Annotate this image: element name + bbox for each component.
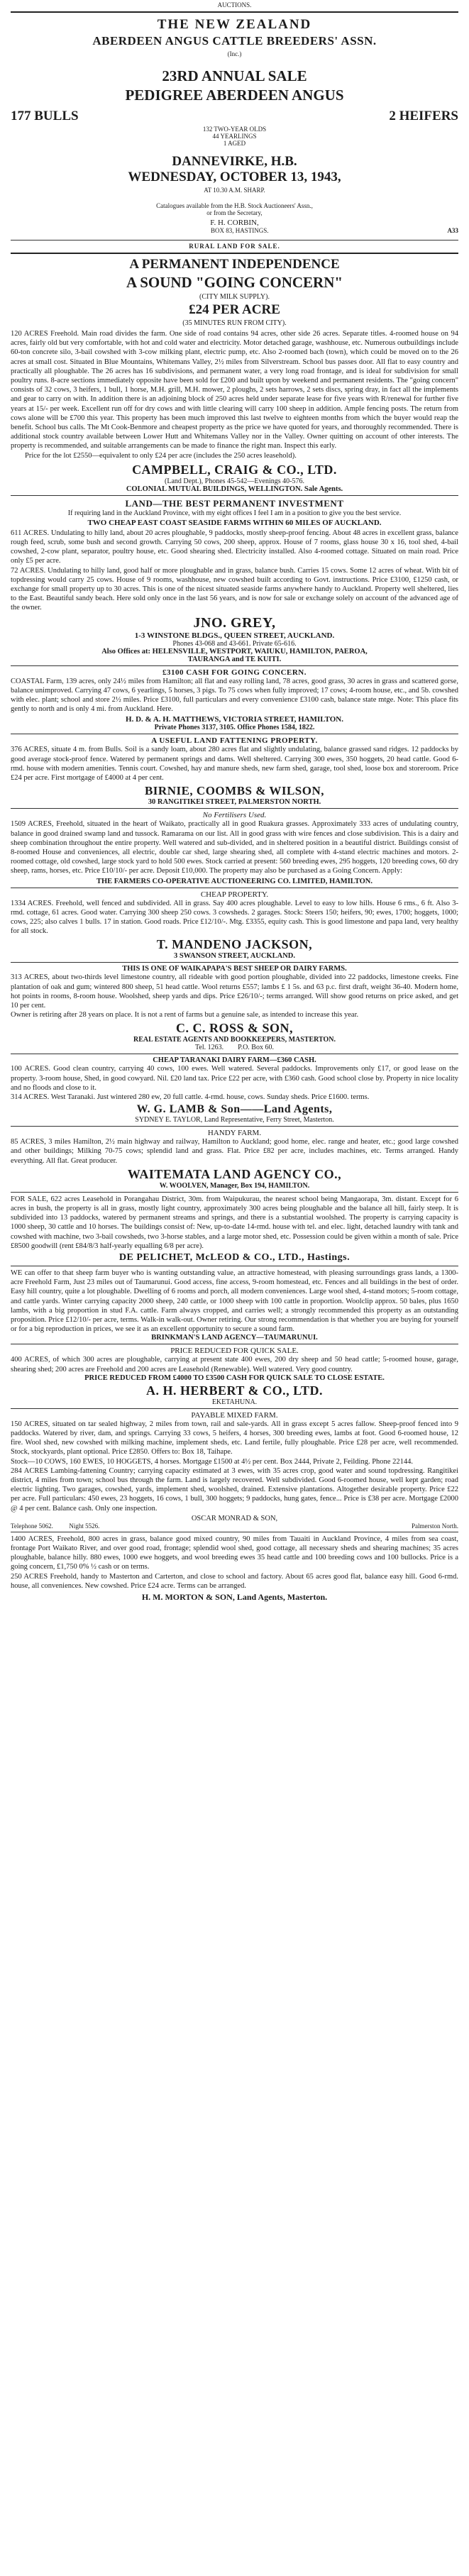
campbell-ad bbox=[11, 257, 458, 493]
monrad-place: Palmerston North. bbox=[412, 1522, 458, 1530]
lamb-address: SYDNEY E. TAYLOR, Land Representative, Ferry Street, Masterton. bbox=[135, 1116, 334, 1124]
waitemata-body: 85 ACRES, 3 miles Hamilton, 2½ main highway and railway, Hamilton to Auckland; good home, elec. range and heater, etc.; good large cowshed and other buildings; Milking 70-75 cows; splendid land and grass. Flat. Price £82 per acre, includes machines, etc. Terms arranged. Handy everything. All flat. Great producer. bbox=[11, 1138, 458, 1165]
monrad-contact-row bbox=[11, 1522, 458, 1530]
campbell-sub1: (CITY MILK SUPPLY). bbox=[199, 293, 270, 301]
campbell-heading1: A PERMANENT INDEPENDENCE bbox=[129, 257, 340, 272]
herbert-body: 400 ACRES, of which 300 acres are ploughable, carrying at present state 400 ewes, 200 dry sheep and 50 head cattle; 5-roomed house, garage, shearing shed; 200 acres are Freehold and 200 acres are Leasehold (Renewable). Well watered. Very good country. bbox=[11, 1356, 458, 1373]
divider bbox=[11, 11, 458, 13]
sale-date: WEDNESDAY, OCTOBER 13, 1943, bbox=[128, 170, 341, 184]
brinkman-body: WE can offer to that sheep farm buyer who is wanting outstanding value, an attractive homestead, with pleasing surroundings grass lands, a 1300-acre Freehold Farm, Just 23 miles out of Taumarunui. Good access, fine access, 9-room homestead, etc. Fences and all buildings in the best of order. Easy hill country, quite a lot ploughable. Dwelling of 6 rooms and porch, all modern conveniences. Large wool shed, 4-stand motors; 5-room cottage, and cattle yards. Winter carrying capacity 2000 sheep, 240 cattle, or 1000 sheep with 100 cattle in proportion. Woolclip approx. 50 bales, plus 1650 lambs, with a big proportion in stud F.A. cattle. Farm always cropped, and carries well; a strongly recommended this property as an outstanding proposition. Price £12/10/- per acre, terms. Walk-in walk-out. Owner retiring. Our strong recommendation is that whether you are buying for yourself or for a big reproduction in prices, we see it as an excellent opportunity to secure a sound farm. bbox=[11, 1268, 458, 1334]
birnie-company: BIRNIE, COOMBS & WILSON, bbox=[144, 784, 325, 798]
heifers-count: 2 HEIFERS bbox=[389, 109, 458, 123]
campbell-contact: (Land Dept.), Phones 45-542—Evenings 40-576. bbox=[165, 477, 304, 485]
monrad-body: 150 ACRES, situated on tar sealed highway, 2 miles from town, rail and sale-yards. All in grass except 5 acres fallow. Sheep-proof fenced into 9 paddocks. Watered by river, dam, and springs. Carrying 33 cows, 5 heifers, 4 horses, 300 breeding ewes, lambs at foot. Good 6-roomed house, 12 fire. Wool shed, new cowshed with milking machine, implement sheds, etc. Land fertile, fully ploughable. Price £28 per acre, well recommended. Stock, stockyards, plant optional. Price £2850. Offers to: Box 18, Taihape. bbox=[11, 1420, 458, 1456]
matthews-phones: Private Phones 3137, 3105. Office Phones 1584, 1822. bbox=[154, 724, 315, 732]
box-row bbox=[11, 227, 458, 234]
grey-phones: Phones 43-068 and 43-661. Private 65-616. bbox=[172, 639, 297, 648]
lamb-body2: 314 ACRES. West Taranaki. Just wintered 280 ew, 20 full cattle. 4-rmd. house, cows. Sunday sheds. Price £1600. terms. bbox=[11, 1093, 370, 1101]
ross-ad bbox=[11, 965, 458, 1051]
detail3: 1 AGED bbox=[223, 140, 246, 147]
morton-body: 1400 ACRES, Freehold, 800 acres in grass, balance good mixed country, 90 miles from Tauaiti in Auckland Province, 4 miles from sea coast, frontage Port Waikato River, and over good road, frontage; splendid wool shed, good cottage, all necessary sheds and shearing machines; 35 acres ploughable, balance hilly. 880 ewes, 1000 ewe hoggets, and wool breeding ewes 35 head cattle and 100 breeding cows and 100 bullocks. Price is a going concern, £1,750 0% ½ cash or on terms. bbox=[11, 1535, 458, 1571]
brinkman-ad bbox=[11, 1268, 458, 1342]
divider bbox=[11, 495, 458, 496]
section-header: AUCTIONS. bbox=[217, 1, 252, 9]
divider bbox=[11, 240, 458, 241]
morton-ad bbox=[11, 1535, 458, 1603]
lamb-body: 100 ACRES. Good clean country, carrying 40 cows, 100 ewes. Well watered. Several paddocks. Improvements only £17, or good lease on the property. 3-room house, Shed, in good cowyard. Nil. £20 land tax. Price £22 per acre, with £360 cash. Good school close by. Property in nice locality and no floods and close to it. bbox=[11, 1065, 458, 1092]
lamb-company: W. G. LAMB & Son——Land Agents, bbox=[136, 1103, 333, 1116]
sale-place: DANNEVIRKE, H.B. bbox=[172, 154, 297, 169]
farmers-heading: No Fertilisers Used. bbox=[202, 811, 267, 820]
sale-line1: 23RD ANNUAL SALE bbox=[162, 67, 307, 84]
monrad-company: OSCAR MONRAD & SON, bbox=[191, 1514, 278, 1522]
waitemata-address: W. WOOLVEN, Manager, Box 194, HAMILTON. bbox=[159, 1181, 310, 1190]
campbell-company: CAMPBELL, CRAIG & CO., LTD. bbox=[132, 462, 337, 477]
birnie-address: 30 RANGITIKEI STREET, PALMERSTON NORTH. bbox=[148, 798, 321, 807]
grey-heading2: TWO CHEAP EAST COAST SEASIDE FARMS WITHIN 60 MILES OF AUCKLAND. bbox=[87, 518, 382, 527]
campbell-heading2: A SOUND "GOING CONCERN" bbox=[126, 274, 343, 291]
grey-body2: 72 ACRES. Undulating to hilly land, good half or more ploughable and in grass, balance bush. Carries 15 cows. Some 12 acres of wheat. With bit of topdressing would carry 25 cows. House of 9 rooms, washhouse, new cowshed built according to Govt. instructions. Price £3100, £1250 cash, or exchange for small property up to 30 acres. This is one of the nicest situated seaside farms anywhere handy to Auckland. Property well sheltered, lies to the East. Beautiful sandy beach. Here sold only once in the last 56 years, and is now for sale or exchange solely on account of the advanced age of the owner. bbox=[11, 566, 458, 612]
matthews-body: COASTAL Farm, 139 acres, only 24½ miles from Hamilton; all flat and easy rolling land, 78 acres, good grass, 30 acres in grass and scattered gorse, balance unimproved. Carrying 47 cows, 6 yearlings, 5 horses, 3 pigs. To 75 cows when fully improved; 17 cows; 4-room house, etc., and 5b. cowshed with elec. plant; school and store 2½ miles. Price £3100, full particulars and every convenience £3100 cash, balance state mtge. Note: This place fits gently to north and is only 4 mi. from Auckland. Here. bbox=[11, 677, 458, 714]
mandeno-company: T. MANDENO JACKSON, bbox=[156, 937, 313, 952]
mandeno-heading: CHEAP PROPERTY. bbox=[200, 890, 269, 899]
brinkman-company: BRINKMAN'S LAND AGENCY—TAUMARUNUI. bbox=[151, 1334, 318, 1342]
monrad-heading: PAYABLE MIXED FARM. bbox=[191, 1410, 278, 1420]
herbert-company: A. H. HERBERT & CO., LTD. bbox=[146, 1383, 323, 1398]
divider bbox=[11, 1408, 458, 1409]
bulls-count: 177 BULLS bbox=[11, 109, 79, 123]
mcleod-ad bbox=[11, 1195, 458, 1264]
campbell-address: COLONIAL MUTUAL BUILDINGS, WELLINGTON. Sale Agents. bbox=[126, 485, 343, 493]
divider bbox=[11, 253, 458, 254]
sale-time: AT 10.30 A.M. SHARP. bbox=[204, 187, 265, 194]
lamb-ad bbox=[11, 1056, 458, 1124]
catalogue-line1: Catalogues available from the H.B. Stock Auctioneers' Assn., bbox=[156, 202, 313, 209]
farmers-body: 1509 ACRES, Freehold, situated in the heart of Waikato, practically all in good Ruakura grasses. Approximately 333 acres of undulating country, balance in good drained swamp land and tussock. Ramarama on our list. All in good grass with wire fences and close subdivision. This is a dairy and sheep combination throughout the entire property. Well watered and sub-divided, and in sheltered position in a beautiful district. Buildings consist of 8-roomed House and conveniences, all electric, double car shed, large shearing shed, all complete with 4-stand electric machines and motors. 2-roomed cottage, old cowshed, large stock yard to hold 500 ewes. Stock carried at present: 560 breeding ewes, 295 hoggets, 120 breeding cows, 60 dry sheep, rams, horses, etc. Price £10/10/- per acre. Deposit £10,000. The property may also be purchased as a Going Concern. Apply: bbox=[11, 820, 458, 875]
campbell-sub2: (35 MINUTES RUN FROM CITY). bbox=[182, 319, 287, 327]
grey-ad bbox=[11, 498, 458, 663]
campbell-body: 120 ACRES Freehold. Main road divides the farm. One side of road contains 94 acres, other side 26 acres. Separate titles. 4-roomed house on 94 acres, fairly old but very comfortable, with hot and cold water and electricity. Motor detached garage, washhouse, etc. Numerous outbuildings include 60-ton concrete silo, 3-bail cowshed with 3-cow milking plant, electric pump, etc. Also 2-roomed bach (town), which could be moved on to the 26 acres at small cost. Situated in Blue Mountains, Whitemans Valley, 2½ miles from Silverstream. School bus passes door. All flat to easy country and practically all ploughable. The 26 acres has 16 subdivisions, and permanent water, a very long road frontage, and is ideal for subdivision for small poultry runs. 8-acre sections immediately opposite have been sold for £200 and built upon by weekend and permanent residents. The "going concern" consists of 32 cows, 3 heifers, 1 bull, 1 horse, M.H. grill, M.H. mower, 2 ploughs, 2 sets harrows, 2 sets discs, spring dray, in fact all the implements and gear to carry on with. In addition there is an adjoining block of 250 acres held under separate lease for five years with R/renewal for further five years at 15/- per week. Excellent run off for dry cows and with little clearing will carry 100 sheep in addition. Ample fencing posts. The return from cows alone will be £700 this year. This property has been much improved this last twelve to eighteen months from which the buyer would reap the benefit. School bus calls. The Mt Cook-Benmore and cheapest property as the price we have quoted for years, and thoroughly recommended. There is additional stock country available between Lower Hutt and Whitemans Valley nor in the Valley. Owner quitting on account of other interests. The property is recommended, and suitable arrangements can be made to finance the right man. Inspect this early. bbox=[11, 330, 458, 450]
grey-heading: LAND—THE BEST PERMANENT INVESTMENT bbox=[125, 497, 344, 509]
mandeno-address: 3 SWANSON STREET, AUCKLAND. bbox=[173, 952, 296, 961]
catalogue-line2: or from the Secretary, bbox=[206, 209, 263, 216]
ross-tel: Tel. 1263. P.O. Box 60. bbox=[195, 1044, 274, 1052]
lamb-heading: CHEAP TARANAKI DAIRY FARM—£360 CASH. bbox=[153, 1056, 316, 1065]
farmers-company: THE FARMERS CO-OPERATIVE AUCTIONEERING CO. LIMITED, HAMILTON. bbox=[96, 877, 373, 885]
divider bbox=[11, 1126, 458, 1127]
secretary-box: BOX 83, HASTINGS. bbox=[210, 227, 269, 234]
herbert-address: EKETAHUNA. bbox=[211, 1398, 258, 1406]
mcleod-body: FOR SALE, 622 acres Leasehold in Porangahau District, 30m. from Waipukurau, the nearest school being Mangaorapa, 3m. distant. Except for 6 acres in bush, the property is all in grass, mostly light country, approximately 300 acres being ploughable and the balance all hill, fairly steep. It is subdivided into 13 paddocks, watered by permanent streams and springs, and there is a substantial woolshed. The property is carrying capacity is 1000 sheep, 30 cattle and 10 horses. The buildings consist of: New, up-to-date 14-rmd. house with tel. and elec. light, detached laundry with tank and cowshed with machine, two 3-bail cowsheds, two 3-horse stables, and a large motor shed, etc. Possession could be given within a month of sale. Price £8500 goodwill (rent £84/8/3 half-yearly equalling 6/8 per acre). bbox=[11, 1195, 458, 1250]
herbert-price-line: PRICE REDUCED FROM £4000 TO £3500 CASH FOR QUICK SALE TO CLOSE ESTATE. bbox=[84, 1373, 385, 1382]
morton-body2: 250 ACRES Freehold, handy to Masterton and Carterton, and close to school and factory. About 65 acres good flat, balance easy hill. Good 6-rmd. house, all conveniences. New cowshed. Price £24 acre. Terms can be arranged. bbox=[11, 1572, 458, 1590]
monrad-body3: 284 ACRES Lambing-fattening Country; carrying capacity estimated at 3 ewes, with 35 acres crop, good water and sound topdressing. Rangitikei district, 4 miles from town; school bus through the farm. Land is largely recovered. Well subdivided. Good 6-roomed house, well kept garden; road electric lighting. Two garages, cowshed, yards, implement shed, woolshed, drained. Extensive plantations. Altogether desirable property. Price £22 per acre. Full particulars: 450 ewes, 23 hoggets, 16 cows, 1 bull, 300 hoggets; 9 paddocks, hung gates, fence... Price is £38 per acre. Mortgage £2000 @ 4 per cent. Balance cash. Only one inspection. bbox=[11, 1466, 458, 1513]
ross-heading: THIS IS ONE OF WAIKAPAPA'S BEST SHEEP OR DAIRY FARMS. bbox=[122, 965, 347, 973]
stock-count-row bbox=[11, 109, 458, 124]
detail2: 44 YEARLINGS bbox=[212, 133, 257, 140]
ad-ref: A33 bbox=[447, 227, 458, 234]
mcleod-company: DE PELICHET, McLEOD & CO., LTD., Hastings. bbox=[118, 1251, 351, 1263]
assn-line2: ABERDEEN ANGUS CATTLE BREEDERS' ASSN. bbox=[92, 34, 377, 48]
assn-line1: THE NEW ZEALAND bbox=[157, 17, 312, 32]
grey-branches2: TAURANGA and TE KUITI. bbox=[187, 655, 282, 663]
campbell-body2: Price for the lot £2550—equivalent to only £24 per acre (includes the 250 acres leasehold). bbox=[25, 451, 297, 460]
matthews-heading: £3100 CASH FOR GOING CONCERN. bbox=[162, 668, 307, 677]
waitemata-company: WAITEMATA LAND AGENCY CO., bbox=[127, 1166, 342, 1181]
grey-body: 611 ACRES. Undulating to hilly land, about 20 acres ploughable, 9 paddocks, mostly sheep-proof fencing. About 48 acres in excellent grass, balance rough feed, scrub, some bush and second growth. Carrying 50 cows, 200 sheep, approx. House of 7 rooms, glass house 30 x 16, tool shed, 4-bail cowshed, 2-cow plant, separator, poultry house, etc. Good shearing shed. Electricity installed. Also 4-roomed cottage. Situated on main road. Price only £5 per acre. bbox=[11, 529, 458, 565]
herbert-heading: PRICE REDUCED FOR QUICK SALE. bbox=[170, 1347, 299, 1356]
ross-company: C. C. ROSS & SON, bbox=[175, 1021, 294, 1036]
monrad-phones: Telephone 5062. Night 5526. bbox=[11, 1522, 100, 1530]
aberdeen-ad bbox=[11, 17, 458, 234]
herbert-ad bbox=[11, 1347, 458, 1405]
grey-company: JNO. GREY, bbox=[193, 614, 276, 631]
grey-address: 1-3 WINSTONE BLDGS., QUEEN STREET, AUCKLAND. bbox=[134, 631, 335, 640]
ross-body: 313 ACRES, about two-thirds level limestone country, all rideable with good portion ploughable, divided into 22 paddocks, limestone creeks. Fine plantation of oak and gum; wintered 800 sheep, 51 head cattle. Wool returns £557; lambs £ 1 5s. and 63 p.c. first draft, weight 36-40. Modern home, hot points in rooms, 8-room house. Woolshed, sheep yards and dips. Price £26/10/-; terms arranged. Will show good returns on price asked, and get 10 per cent. bbox=[11, 973, 458, 1010]
farmers-ad bbox=[11, 811, 458, 885]
divider bbox=[11, 665, 458, 666]
ross-body2: Owner is retiring after 28 years on place. It is not a rent of farms but a genuine sale, as intended to increase this year. bbox=[11, 1011, 359, 1019]
mandeno-ad bbox=[11, 890, 458, 961]
detail1: 132 TWO-YEAR OLDS bbox=[202, 126, 267, 133]
campbell-price: £24 PER ACRE bbox=[189, 302, 280, 317]
secretary-name: F. H. CORBIN, bbox=[210, 219, 259, 227]
newspaper-page bbox=[11, 0, 458, 2554]
divider bbox=[11, 962, 458, 963]
assn-inc: (Inc.) bbox=[227, 50, 242, 57]
sale-line2: PEDIGREE ABERDEEN ANGUS bbox=[125, 87, 344, 104]
monrad-ad bbox=[11, 1411, 458, 1530]
waitemata-ad bbox=[11, 1129, 458, 1190]
matthews-ad bbox=[11, 668, 458, 732]
morton-company: H. M. MORTON & SON, Land Agents, Masterton. bbox=[141, 1592, 328, 1603]
rural-header: RURAL LAND FOR SALE. bbox=[189, 243, 280, 250]
matthews-company: H. D. & A. H. MATTHEWS, VICTORIA STREET, HAMILTON. bbox=[126, 715, 343, 724]
ross-address: REAL ESTATE AGENTS AND BOOKKEEPERS, MASTERTON. bbox=[133, 1036, 336, 1044]
waitemata-heading: HANDY FARM. bbox=[207, 1129, 262, 1138]
mandeno-body: 1334 ACRES. Freehold, well fenced and subdivided. All in grass. Say 400 acres ploughable. Level to easy to low hills. House 6 rms., 6 ft. Also 3-rmd. cottage, 61 acres. Good water. Carrying 300 sheep 250 cows. 3 cowsheds. 2 garages. Stock: Steers 150; heifers, 90; ewes, 1700; hoggets, 1000; cows, 225; also calves 1 bulls. 17 in station. Good roads. Price £12/10/-. Mtg. £3355, equity cash. This is good limestone and papa land, very healthy for all stock. bbox=[11, 899, 458, 936]
grey-branches1: Also Offices at: HELENSVILLE, WESTPORT, WAIUKU, HAMILTON, PAEROA, bbox=[101, 647, 368, 656]
birnie-heading: A USEFUL LAND FATTENING PROPERTY. bbox=[151, 736, 318, 746]
grey-intro: If requiring land in the Auckland Province, with my eight offices I feel I am in a position to give you the best service. bbox=[67, 509, 402, 517]
birnie-ad bbox=[11, 736, 458, 806]
monrad-body2: Stock—10 COWS, 160 EWES, 10 HOGGETS, 4 horses. Mortgage £1500 at 4½ per cent. Box 2444, Private 2, Feilding. Phone 22144. bbox=[11, 1457, 413, 1466]
divider bbox=[11, 808, 458, 809]
divider bbox=[11, 1192, 458, 1193]
birnie-body: 376 ACRES, situate 4 m. from Bulls. Soil is a sandy loam, about 280 acres flat and slightly undulating, balance grassed sand ridges. 12 paddocks by good average stock-proof fence. Watered by permanent springs and dams. Well sheltered. Carrying 300 ewes, 350 hoggets, 20 head cattle. Good 6-rmd. house with modern amenities. Tennis court. Cowshed, hay and manure sheds, new farm shed, garage, tool shed, loose box and storeroom. Price £24 per acre. First mortgage of £4000 at 4 per cent. bbox=[11, 746, 458, 783]
